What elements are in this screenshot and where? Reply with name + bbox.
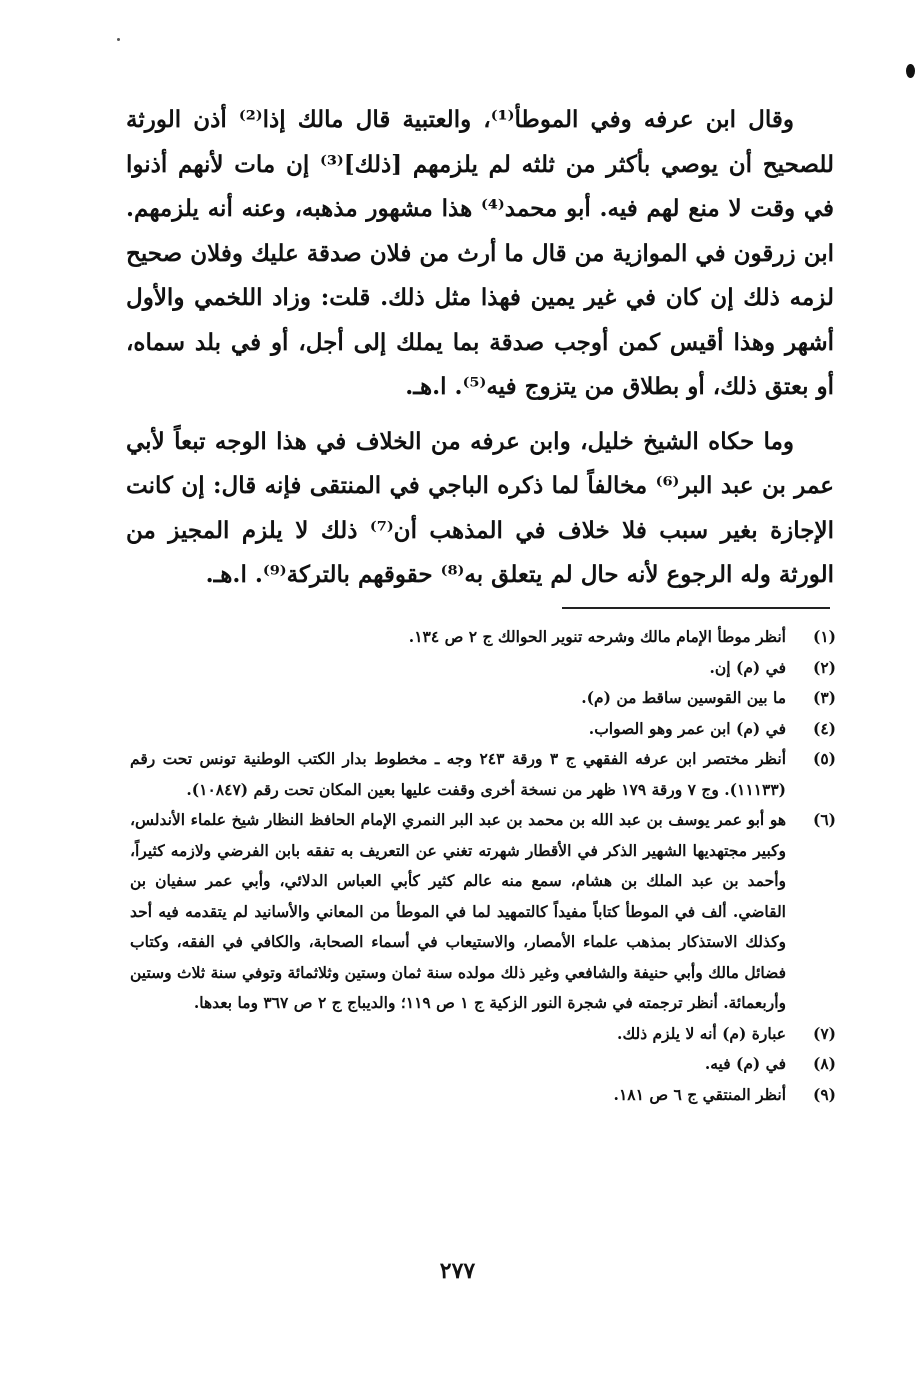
footnote-number: (٣) bbox=[812, 688, 836, 707]
footnote-text: في (م) ابن عمر وهو الصواب. bbox=[588, 718, 786, 738]
footnote-number: (٤) bbox=[812, 718, 836, 738]
footnote-4 bbox=[130, 714, 838, 745]
footnote-number: (٢) bbox=[812, 657, 836, 677]
footnote-8 bbox=[130, 1049, 838, 1080]
main-text bbox=[126, 98, 834, 598]
footnotes bbox=[130, 622, 838, 1110]
footnote-text: في (م) فيه. bbox=[704, 1054, 786, 1073]
footnote-number: (٧) bbox=[812, 1023, 836, 1043]
footnote-number: (٨) bbox=[812, 1054, 836, 1073]
footnote-1 bbox=[130, 622, 838, 653]
footnote-5 bbox=[130, 744, 838, 805]
footnote-text: عبارة (م) أنه لا يلزم ذلك. bbox=[617, 1023, 786, 1043]
footnote-9 bbox=[130, 1080, 838, 1111]
paragraph-1: وقال ابن عرفه وفي الموطأ⁽¹⁾، والعتبية قال مالك إذا⁽²⁾ أذن الورثة للصحيح أن يوصي بأكثر من ثلثه لم يلزمهم [ذلك]⁽³⁾ إن مات لأنهم أذنوا في وقت لا منع لهم فيه. أبو محمد⁽⁴⁾ هذا مشهور مذهبه، وعنه أنه يلزمهم. ابن زرقون في الموازية من قال ما أرث من فلان صدقة عليك وفلان صحيح لزمه ذلك إن كان في غير يمين فهذا مثل ذلك. قلت: وزاد اللخمي والأول أشهر وهذا أقيس كمن أوجب صدقة بما يملك إلى أجل، أو في بلد سماه، أو بعتق ذلك، أو بطلاق من يتزوج فيه⁽⁵⁾. ا.هـ. bbox=[126, 106, 834, 400]
footnote-7 bbox=[130, 1019, 838, 1050]
footnote-number: (٥) bbox=[812, 749, 836, 768]
footnote-2 bbox=[130, 653, 838, 684]
footnote-text: هو أبو عمر يوسف بن عبد الله بن محمد بن عبد البر النمري الإمام الحافظ النظار شيخ علماء الأندلس، وكبير مجتهديها الشهير الذكر في الأقطار شهرته تغني عن التعريف به تفقه بابن الفرضي ولازمه كثيراً، وأحمد بن عبد الملك بن هشام، سمع منه عالم كثير كأبي العباس الدلائي، وأبي عمر سفيان بن القاضي. ألف في الموطأ كتاباً مفيداً كالتمهيد لما في الموطأ من المعاني والأسانيد لم يتقدمه فيه أحد وكذلك الاستذكار بمذهب علماء الأمصار، والاستيعاب في أسماء الصحابة، والكافي في الفقه، وكتاب فضائل مالك وأبي حنيفة والشافعي وغير ذلك مولده سنة ثمان وستين وثلاثمائة وتوفي سنة ثلاث وستين وأربعمائة. أنظر ترجمته في شجرة النور الزكية ج ١ ص ١١٩؛ والديباج ج ٢ ص ٣٦٧ وما بعدها. bbox=[130, 810, 786, 1012]
footnote-separator bbox=[562, 607, 830, 609]
footnote-text: أنظر مختصر ابن عرفه الفقهي ج ٣ ورقة ٢٤٣ وجه ـ مخطوط بدار الكتب الوطنية تونس تحت رقم (١١١٣٣). وج ٧ ورقة ١٧٩ ظهر من نسخة أخرى وقفت عليها بعين المكان تحت رقم (١٠٨٤٧). bbox=[130, 749, 786, 799]
footnote-number: (٩) bbox=[812, 1084, 836, 1104]
scan-edge-mark bbox=[906, 64, 915, 78]
footnote-text: في (م) إن. bbox=[709, 657, 786, 677]
footnote-text: أنظر المنتقي ج ٦ ص ١٨١. bbox=[613, 1084, 786, 1104]
footnote-number: (١) bbox=[812, 627, 836, 646]
footnote-6 bbox=[130, 805, 838, 1019]
footnote-text: ما بين القوسين ساقط من (م). bbox=[581, 688, 786, 707]
footnote-3 bbox=[130, 683, 838, 714]
footnote-text: أنظر موطأ الإمام مالك وشرحه تنوير الحوالك ج ٢ ص ١٣٤. bbox=[408, 627, 786, 646]
scan-speck bbox=[117, 38, 120, 41]
page-number: ٢٧٧ bbox=[439, 1258, 476, 1284]
footnote-number: (٦) bbox=[812, 810, 836, 829]
paragraph-2: وما حكاه الشيخ خليل، وابن عرفه من الخلاف في هذا الوجه تبعاً لأبي عمر بن عبد البر⁽⁶⁾ مخالفاً لما ذكره الباجي في المنتقى فإنه قال: إن كانت الإجازة بغير سبب فلا خلاف في المذهب أن⁽⁷⁾ ذلك لا يلزم المجيز من الورثة وله الرجوع لأنه حال لم يتعلق به⁽⁸⁾ حقوقهم بالتركة⁽⁹⁾. ا.هـ. bbox=[126, 427, 834, 588]
